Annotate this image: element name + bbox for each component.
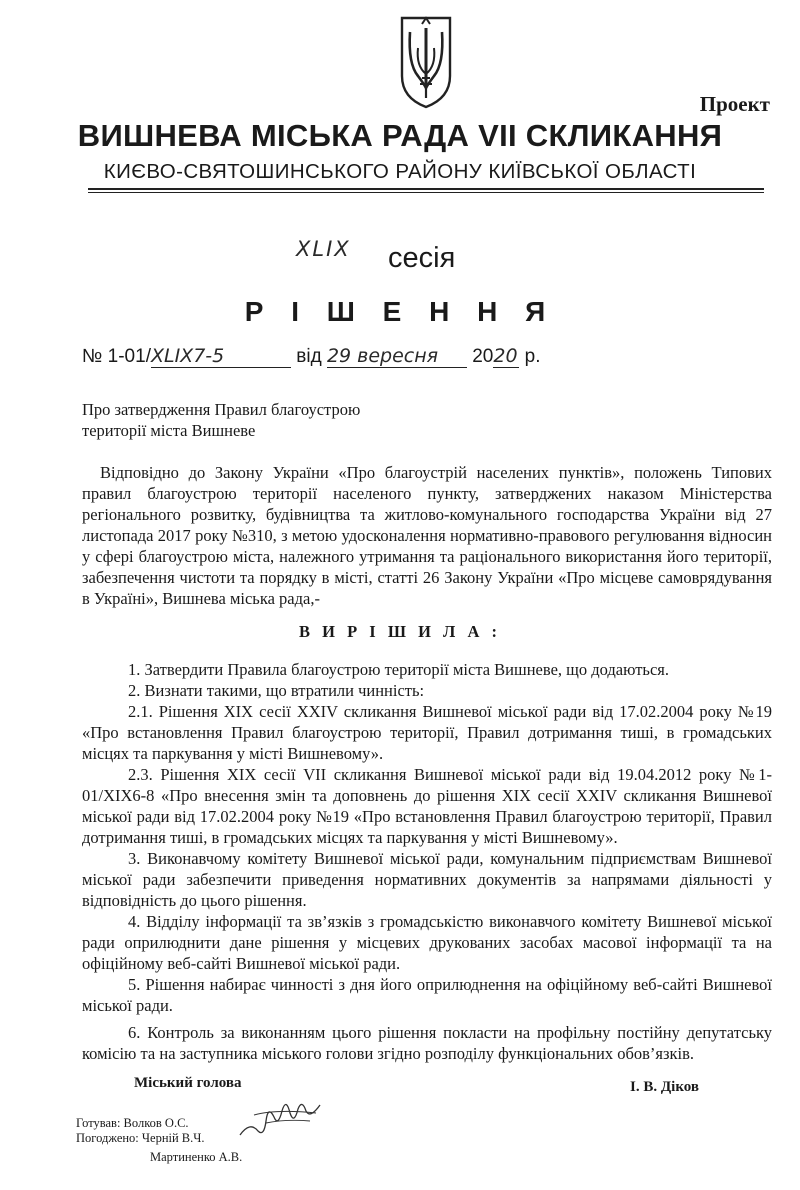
decision-subject [82, 399, 502, 441]
decision-title: Р І Ш Е Н Н Я [244, 296, 556, 327]
subject-line: Про затвердження Правил благоустрою [82, 400, 361, 419]
agreed-by: Погоджено: Черній В.Ч. [76, 1131, 205, 1145]
decision-year: 20 [493, 345, 518, 367]
decision-item: 6. Контроль за виконанням цього рішення покласти на профільну постійну депутатську комісію та на заступника міського голови згідно розподілу функціональних обов’язків. [82, 1023, 772, 1063]
handwritten-signature-icon [236, 1091, 328, 1143]
preamble-paragraph: Відповідно до Закону України «Про благоустрій населених пунктів», положень Типових правил благоустрою території населеного пункту, затверджених наказом Міністерства регіонального розвитку, будівництва та житлово-комунального господарства України від 27 листопада 2017 року №310, з метою удосконалення нормативно-правового регулювання відносин у сфері благоустрою міста, належного утримання та раціонального використання його території, забезпечення чистоти та порядку в місті, статті 26 Закону України «Про місцеве самоврядування в Україні», Вишнева міська рада,- [82, 463, 772, 608]
mayor-name: І. В. Діков [630, 1079, 700, 1095]
agreed-by-second: Мартиненко А.В. [150, 1150, 243, 1164]
decision-item: 4. Відділу інформації та зв’язків з громадськістю виконавчого комітету Вишневої міської ради оприлюднити дане рішення у місцевих друкованих засобах масової інформації та на офіційному веб-сайті Вишневої міської ради. [82, 912, 772, 973]
session-word: сесія [388, 242, 456, 274]
year-suffix: р. [524, 346, 541, 367]
decision-item: 5. Рішення набирає чинності з дня його оприлюднення на офіційному веб-сайті Вишневої міської ради. [82, 975, 772, 1015]
decision-number: XLIX7-5 [151, 345, 291, 368]
subject-line: території міста Вишневе [82, 421, 256, 440]
draft-label: Проект [699, 92, 770, 116]
council-name: ВИШНЕВА МІСЬКА РАДА VІІ СКЛИКАННЯ [77, 118, 723, 153]
mayor-title: Міський голова [134, 1075, 242, 1091]
header-rule [88, 188, 764, 190]
decision-item: 2.1. Рішення XIX сесії XXIV скликання Вишневої міської ради від 17.02.2004 року №19 «Про встановлення Правил благоустрою території, Правил дотримання тиші, в громадських місцях та паркування у місті Вишневому». [82, 702, 772, 763]
prepared-by: Готував: Волков О.С. [76, 1116, 189, 1130]
trident-coat-of-arms-icon [398, 14, 454, 110]
resolved-heading: В И Р І Ш И Л А : [299, 622, 501, 641]
from-label: від [296, 346, 322, 367]
number-prefix: № 1-01/ [82, 346, 151, 367]
decision-item: 2. Визнати такими, що втратили чинність: [128, 681, 425, 700]
header-rule-thin [88, 192, 764, 193]
decision-items [82, 659, 772, 1064]
district-name: КИЄВО-СВЯТОШИНСЬКОГО РАЙОНУ КИЇВСЬКОЇ ОБЛАСТІ [103, 160, 697, 183]
decision-item: 1. Затвердити Правила благоустрою території міста Вишневе, що додаються. [128, 660, 669, 679]
session-number: XLIX [296, 237, 351, 261]
decision-item: 3. Виконавчому комітету Вишневої міської ради, комунальним підприємствам Вишневої міської ради забезпечити приведення нормативних документів за напрямами діяльності у відповідність до цього рішення. [82, 849, 772, 910]
decision-item: 2.3. Рішення XIX сесії VII скликання Вишневої міської ради від 19.04.2012 року №1-01/XIX6-8 «Про внесення змін та доповнень до рішення XIX сесії XXIV скликання Вишневої міської ради від 17.02.2004 року №19 «Про встановлення Правил благоустрою території, Правил дотримання тиші, в громадських місцях та паркування у місті Вишневому». [82, 765, 772, 847]
year-prefix: 20 [472, 346, 494, 367]
decision-date: 29 вересня [327, 345, 467, 368]
decision-number-line [82, 345, 541, 368]
